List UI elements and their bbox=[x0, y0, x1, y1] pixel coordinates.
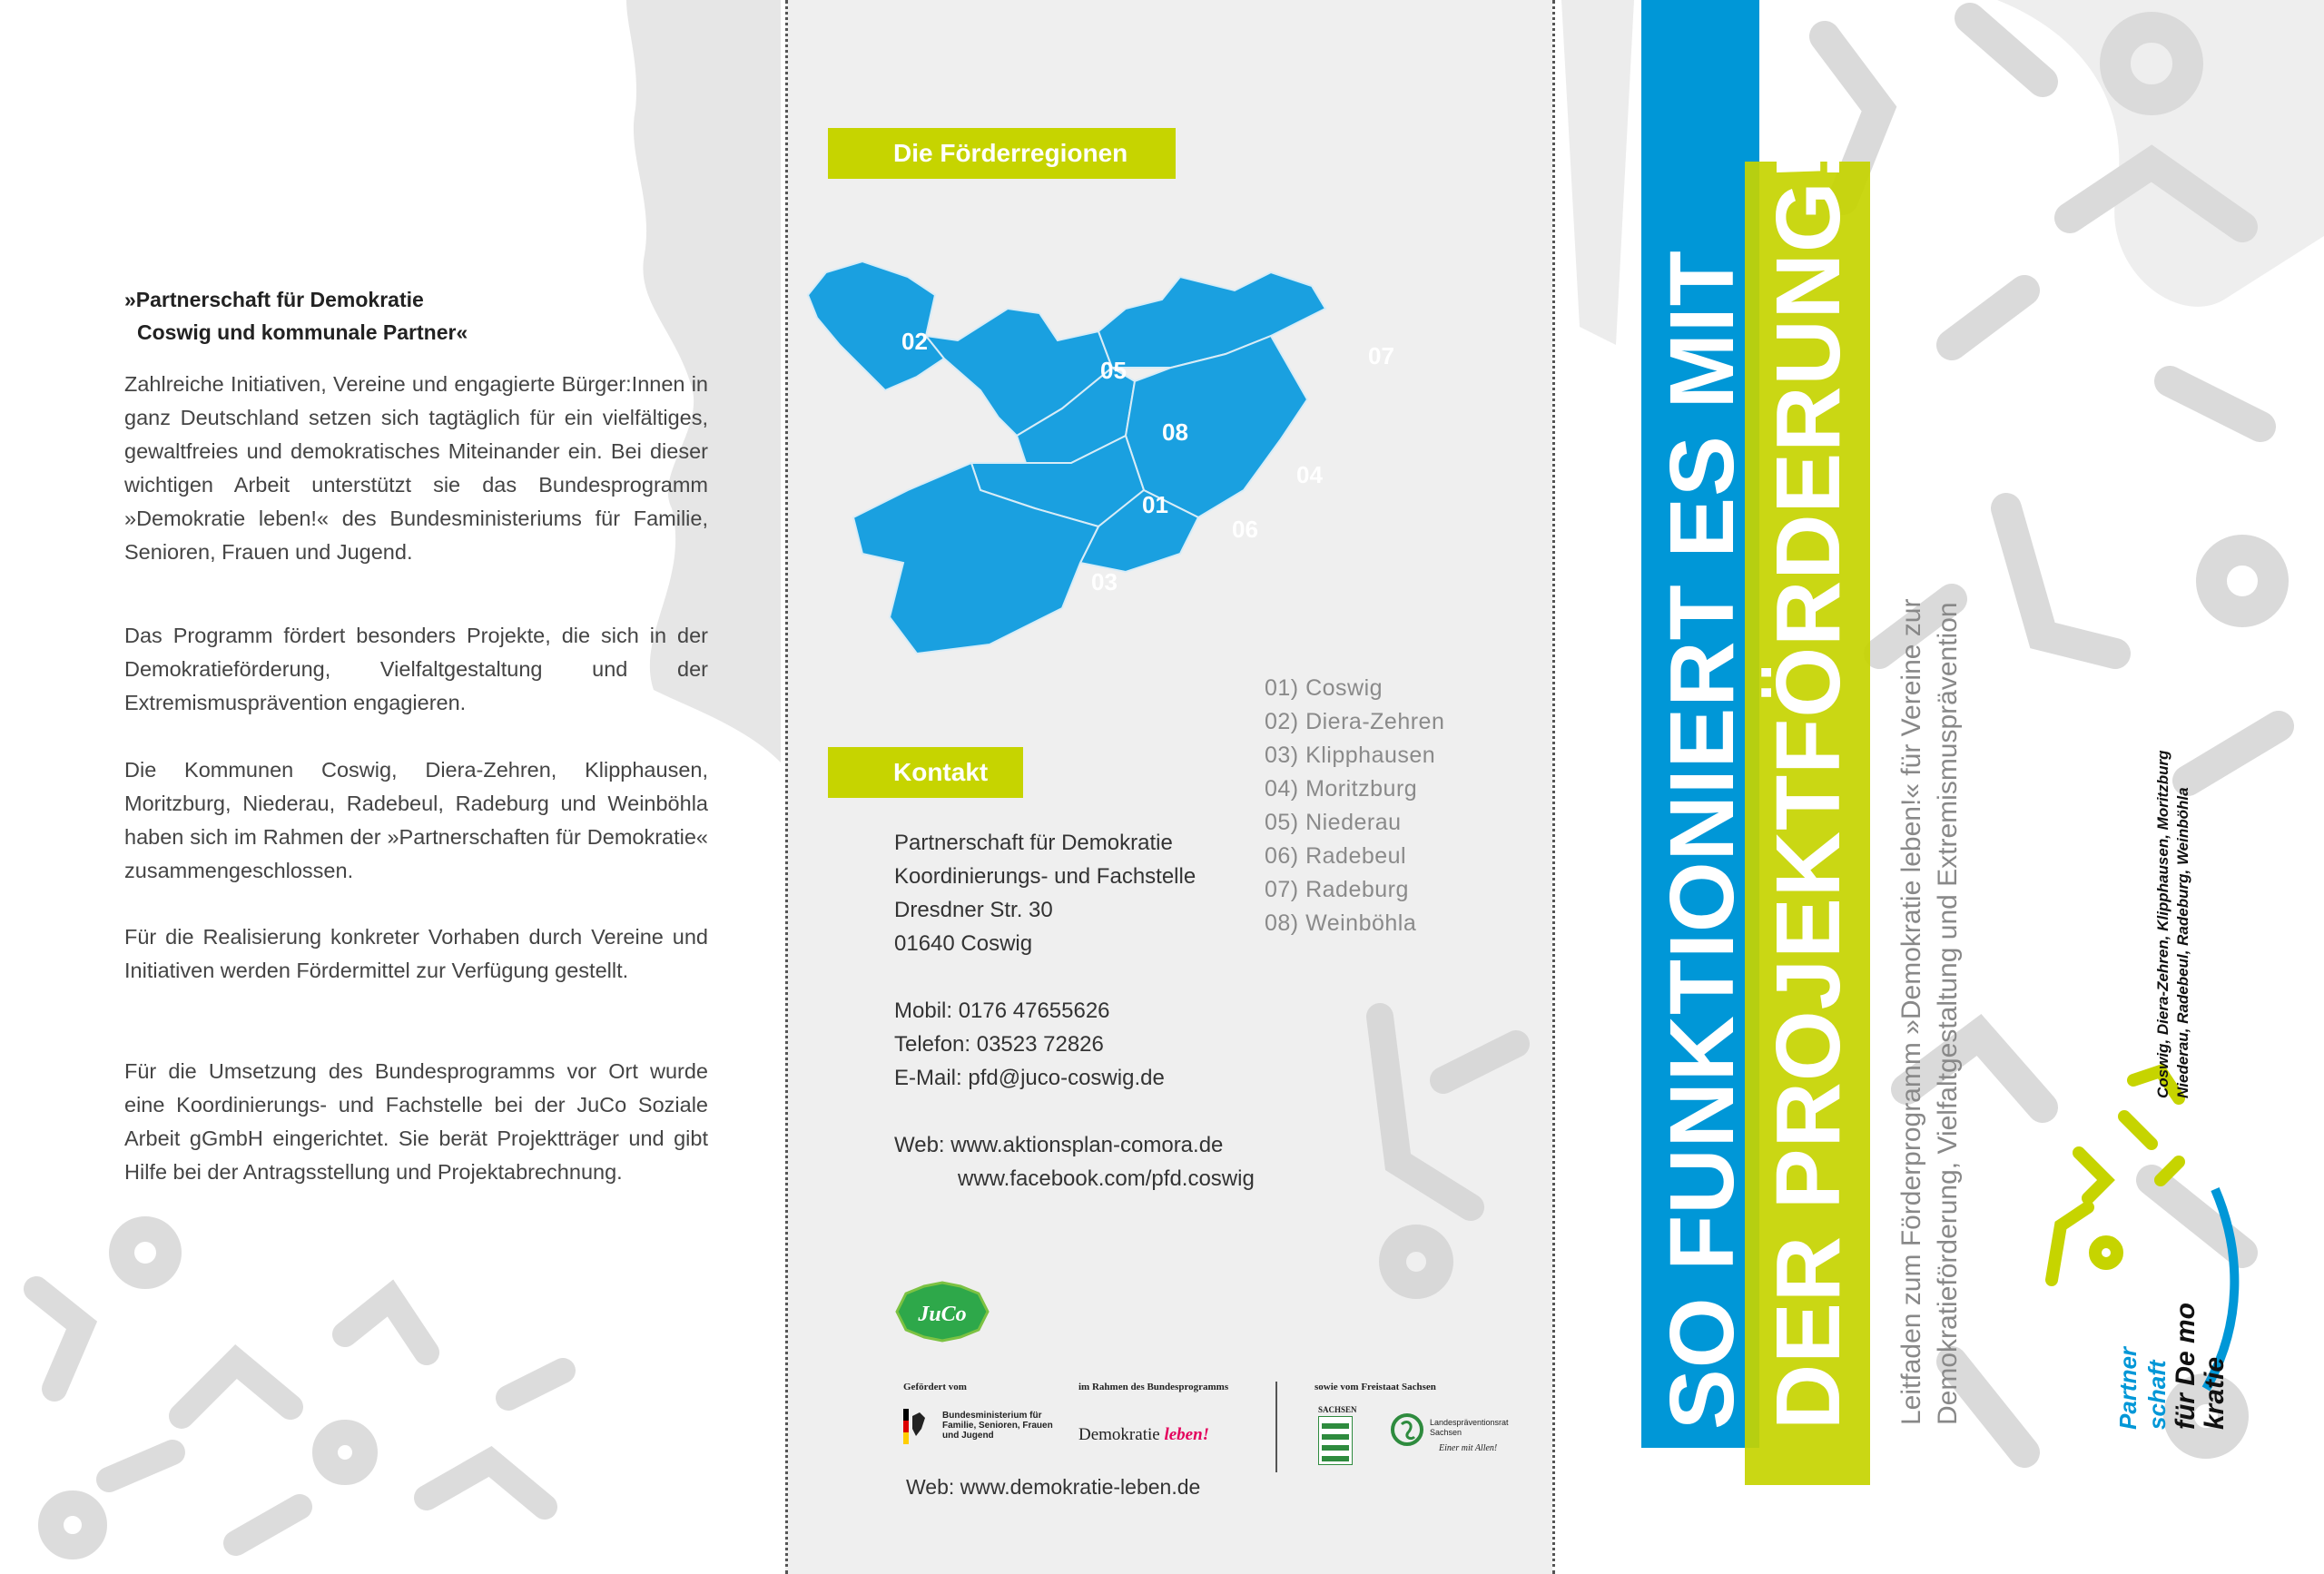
contact-mobile: Mobil: 0176 47655626 bbox=[894, 999, 1110, 1023]
demokratie-leben-word1: Demokratie bbox=[1078, 1425, 1160, 1444]
map-label-04: 04 bbox=[1296, 461, 1323, 488]
funded-by-label: Gefördert vom bbox=[903, 1382, 967, 1392]
paragraph-3: Die Kommunen Coswig, Diera-Zehren, Klipphausen, Moritzburg, Niederau, Radebeul, Radeburg und Weinböhla haben sich im Rahmen der »Partnerschaften für Demokratie« zusammengeschlossen. bbox=[124, 758, 708, 882]
subtitle-line1: Leitfaden zum Förderprogramm »Demokratie leben!« für Vereine zur bbox=[1896, 598, 1926, 1425]
map-label-03: 03 bbox=[1091, 568, 1118, 595]
pfd-logo-line3: für De mo bbox=[2171, 1302, 2201, 1430]
subtitle-line2: Demokratieförderung, Vielfaltgestaltung und Extremismusprävention bbox=[1933, 602, 1963, 1425]
regions-map bbox=[799, 254, 1452, 681]
map-label-06: 06 bbox=[1232, 516, 1258, 543]
contact-street: Dresdner Str. 30 bbox=[894, 898, 1053, 922]
region-item: 08) Weinböhla bbox=[1265, 910, 1417, 936]
contact-email[interactable]: E-Mail: pfd@juco-coswig.de bbox=[894, 1066, 1165, 1090]
map-label-07: 07 bbox=[1368, 342, 1394, 369]
demokratie-leben-web-link[interactable]: Web: www.demokratie-leben.de bbox=[906, 1475, 1201, 1499]
juco-logo bbox=[888, 1275, 997, 1348]
map-label-08: 08 bbox=[1162, 418, 1188, 446]
left-title bbox=[124, 283, 468, 349]
paragraph-2: Das Programm fördert besonders Projekte, die sich in der Demokratieförderung, Vielfaltgestaltung und der Extremismusprävention engagieren. bbox=[124, 624, 708, 714]
pfd-logo-line1: Partner bbox=[2114, 1346, 2142, 1430]
praevention-name: Landespräventionsrat Sachsen bbox=[1430, 1418, 1509, 1437]
decorative-figures-middle bbox=[1344, 980, 1561, 1307]
juco-logo-text: JuCo bbox=[918, 1303, 967, 1326]
map-region-07 bbox=[1098, 272, 1325, 368]
german-eagle-icon bbox=[903, 1409, 927, 1445]
fold-line-right bbox=[1552, 0, 1555, 1574]
decorative-figures bbox=[0, 1180, 635, 1574]
contact-office: Koordinierungs- und Fachstelle bbox=[894, 864, 1196, 889]
pfd-logo-line4: kratie bbox=[2200, 1356, 2230, 1430]
pfd-logo-text bbox=[2113, 1303, 2230, 1430]
region-item: 07) Radeburg bbox=[1265, 877, 1409, 902]
paragraph-5: Für die Umsetzung des Bundesprogramms vor Ort wurde eine Koordinierungs- und Fachstelle bei der JuCo Soziale Arbeit gGmbH eingerichtet. Sie berät Projektträger und gibt Hilfe bei der Antragsstellung und Projektabrechnung. bbox=[124, 1059, 708, 1184]
map-region-02 bbox=[808, 261, 944, 390]
map-label-05: 05 bbox=[1100, 357, 1127, 384]
regions-heading bbox=[828, 128, 1176, 179]
left-title-line1: »Partnerschaft für Demokratie bbox=[124, 288, 424, 311]
sachsen-coat-of-arms-icon bbox=[1318, 1416, 1353, 1465]
pfd-logo-places-2: Niederau, Radebeul, Radeburg, Weinböhla bbox=[2174, 787, 2191, 1098]
map-label-02: 02 bbox=[901, 328, 928, 355]
contact-city: 01640 Coswig bbox=[894, 931, 1033, 956]
contact-facebook-link[interactable]: www.facebook.com/pfd.coswig bbox=[958, 1166, 1255, 1191]
regions-heading-text: Die Förderregionen bbox=[893, 139, 1128, 167]
contact-org: Partnerschaft für Demokratie bbox=[894, 831, 1173, 855]
region-item: 01) Coswig bbox=[1265, 675, 1384, 701]
praevention-logo-icon bbox=[1389, 1412, 1425, 1448]
program-intro: im Rahmen des Bundesprogramms bbox=[1078, 1382, 1229, 1392]
region-item: 04) Moritzburg bbox=[1265, 776, 1418, 802]
region-item: 05) Niederau bbox=[1265, 810, 1402, 835]
map-label-01: 01 bbox=[1142, 491, 1168, 518]
regions-list bbox=[1265, 672, 1444, 940]
demokratie-leben-logo bbox=[1078, 1425, 1209, 1445]
contact-heading bbox=[828, 747, 1023, 798]
headline-line2: DER PROJEKTFÖRDERUNG! bbox=[1758, 150, 1859, 1430]
contact-heading-text: Kontakt bbox=[893, 758, 989, 786]
contact-web-link[interactable]: Web: www.aktionsplan-comora.de bbox=[894, 1133, 1224, 1157]
fold-line-left bbox=[785, 0, 788, 1574]
headline-line1: SO FUNKTIONIERT ES MIT bbox=[1651, 250, 1753, 1430]
pfd-logo-line2: schaft bbox=[2143, 1360, 2171, 1430]
demokratie-leben-word2: leben! bbox=[1164, 1425, 1210, 1444]
sachsen-label: SACHSEN bbox=[1318, 1405, 1357, 1414]
funders-divider bbox=[1275, 1382, 1277, 1472]
region-item: 03) Klipphausen bbox=[1265, 743, 1436, 768]
praevention-slogan: Einer mit Allen! bbox=[1439, 1443, 1498, 1453]
pfd-logo-places-1: Coswig, Diera-Zehren, Klipphausen, Moritzburg bbox=[2154, 750, 2171, 1098]
ministry-name: Bundesministerium für Familie, Senioren, Frauen und Jugend bbox=[942, 1411, 1053, 1441]
state-intro: sowie vom Freistaat Sachsen bbox=[1315, 1382, 1436, 1392]
paragraph-1: Zahlreiche Initiativen, Vereine und engagierte Bürger:Innen in ganz Deutschland setzen sich tagtäglich für ein vielfältiges, gewaltfreies und demokratisches Miteinander ein. Bei dieser wichtigen Arbeit unterstützt sie das Bundesprogramm »Demokratie leben!« des Bundesministeriums für Familie, Senioren, Frauen und Jugend. bbox=[124, 372, 708, 564]
paragraph-4: Für die Realisierung konkreter Vorhaben durch Vereine und Initiativen werden Fördermittel zur Verfügung gestellt. bbox=[124, 925, 708, 982]
region-item: 02) Diera-Zehren bbox=[1265, 709, 1445, 734]
left-title-line2: Coswig und kommunale Partner« bbox=[137, 320, 468, 344]
contact-phone: Telefon: 03523 72826 bbox=[894, 1032, 1104, 1057]
region-item: 06) Radebeul bbox=[1265, 843, 1407, 869]
